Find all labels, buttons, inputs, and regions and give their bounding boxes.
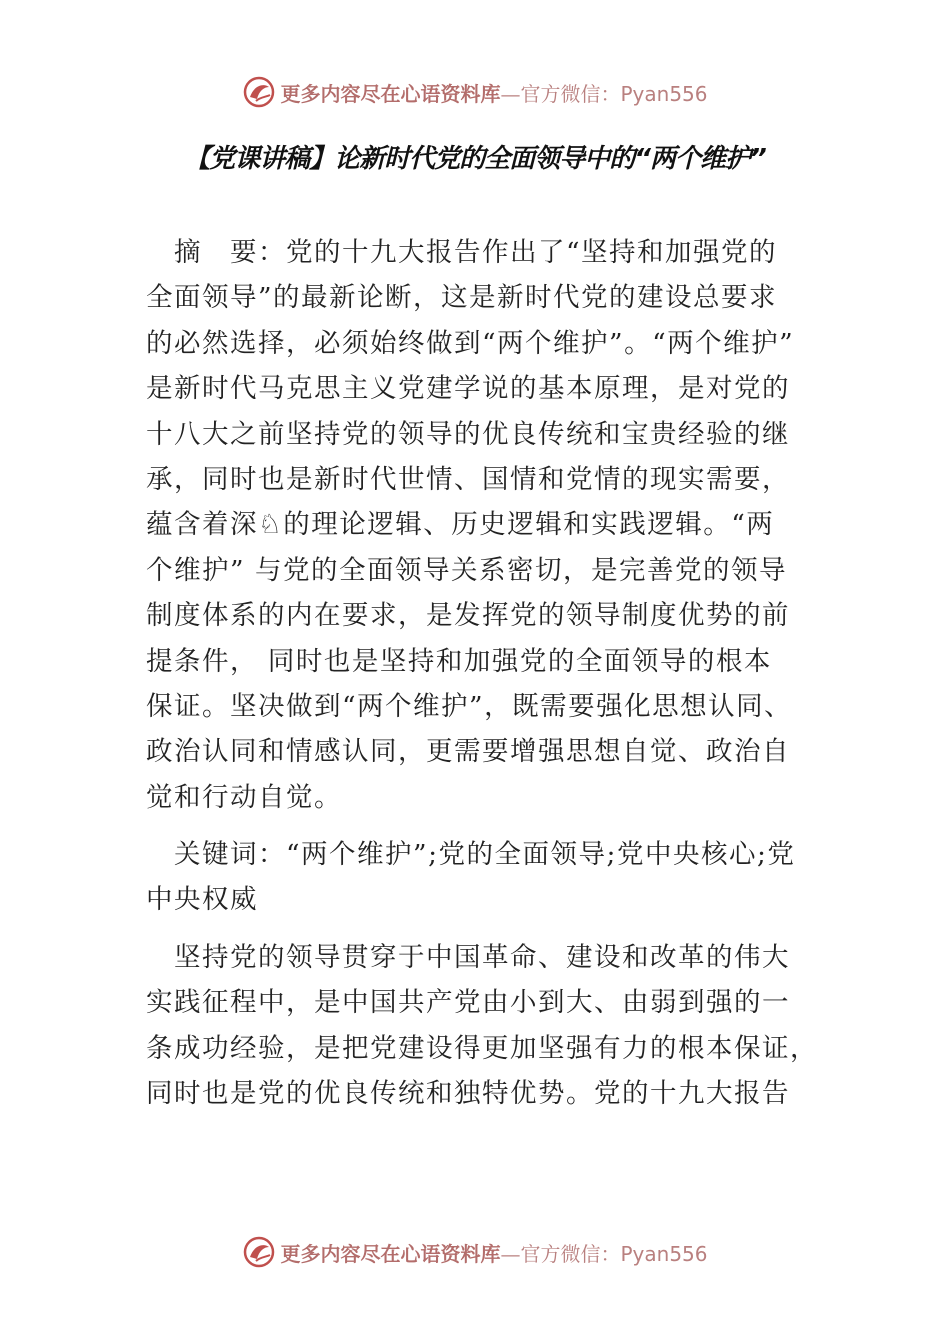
logo-icon	[242, 1235, 276, 1269]
text-line: 摘 要：党的十九大报告作出了“坚持和加强党的	[146, 237, 778, 268]
text-line: 关键词：“两个维护”;党的全面领导;党中央核心;党	[146, 839, 796, 871]
text-line: 全面领导”的最新论断，这是新时代党的建设总要求	[146, 282, 778, 314]
paragraph-gap	[146, 820, 808, 832]
banner-wechat-id: Pyan556	[620, 1241, 708, 1266]
text-line: 提条件， 同时也是坚持和加强党的全面领导的根本	[146, 645, 772, 677]
text-line: 十八大之前坚持党的领导的优良传统和宝贵经验的继	[146, 418, 790, 450]
text-line: 觉和行动自觉。	[146, 781, 342, 813]
text-line: 个维护” 与党的全面领导关系密切，是完善党的领导	[146, 554, 787, 586]
banner-wechat-id: Pyan556	[620, 81, 708, 106]
page-title: 【党课讲稿】论新时代党的全面领导中的“两个维护”	[184, 144, 766, 174]
banner-label: 官方微信：	[520, 1241, 621, 1266]
text-line: 的必然选择，必须始终做到“两个维护”。“两个维护”	[146, 327, 795, 359]
body-paragraph	[146, 935, 818, 1117]
text-line: 制度体系的内在要求，是发挥党的领导制度优势的前	[146, 600, 790, 632]
banner-label: 官方微信：	[520, 81, 621, 106]
banner-separator: —	[500, 1241, 521, 1266]
banner-separator: —	[500, 81, 521, 106]
banner-text	[280, 78, 707, 107]
text-line: 承，同时也是新时代世情、国情和党情的现实需要，	[146, 463, 790, 495]
banner-site: 更多内容尽在心语资料库	[280, 1241, 501, 1266]
text-line: 蕴含着深♘的理论逻辑、历史逻辑和实践逻辑。“两	[146, 509, 775, 541]
banner-text	[280, 1238, 707, 1267]
header-banner	[0, 72, 950, 112]
paragraph-gap	[146, 923, 808, 935]
text-line: 保证。坚决做到“两个维护”，既需要强化思想认同、	[146, 690, 793, 722]
abstract-paragraph	[146, 230, 808, 820]
text-line: 是新时代马克思主义党建学说的基本原理，是对党的	[146, 373, 790, 405]
keywords-paragraph	[146, 832, 808, 923]
text-line: 坚持党的领导贯穿于中国革命、建设和改革的伟大	[146, 941, 790, 973]
document-body	[146, 230, 818, 1116]
logo-icon	[242, 75, 276, 109]
text-line: 政治认同和情感认同，更需要增强思想自觉、政治自	[146, 736, 790, 768]
text-line: 实践征程中，是中国共产党由小到大、由弱到强的一	[146, 987, 790, 1019]
text-line: 中央权威	[146, 884, 258, 916]
text-line: 同时也是党的优良传统和独特优势。党的十九大报告	[146, 1078, 790, 1110]
banner-site: 更多内容尽在心语资料库	[280, 81, 501, 106]
footer-banner	[0, 1232, 950, 1272]
text-line: 条成功经验，是把党建设得更加坚强有力的根本保证，	[146, 1032, 818, 1064]
